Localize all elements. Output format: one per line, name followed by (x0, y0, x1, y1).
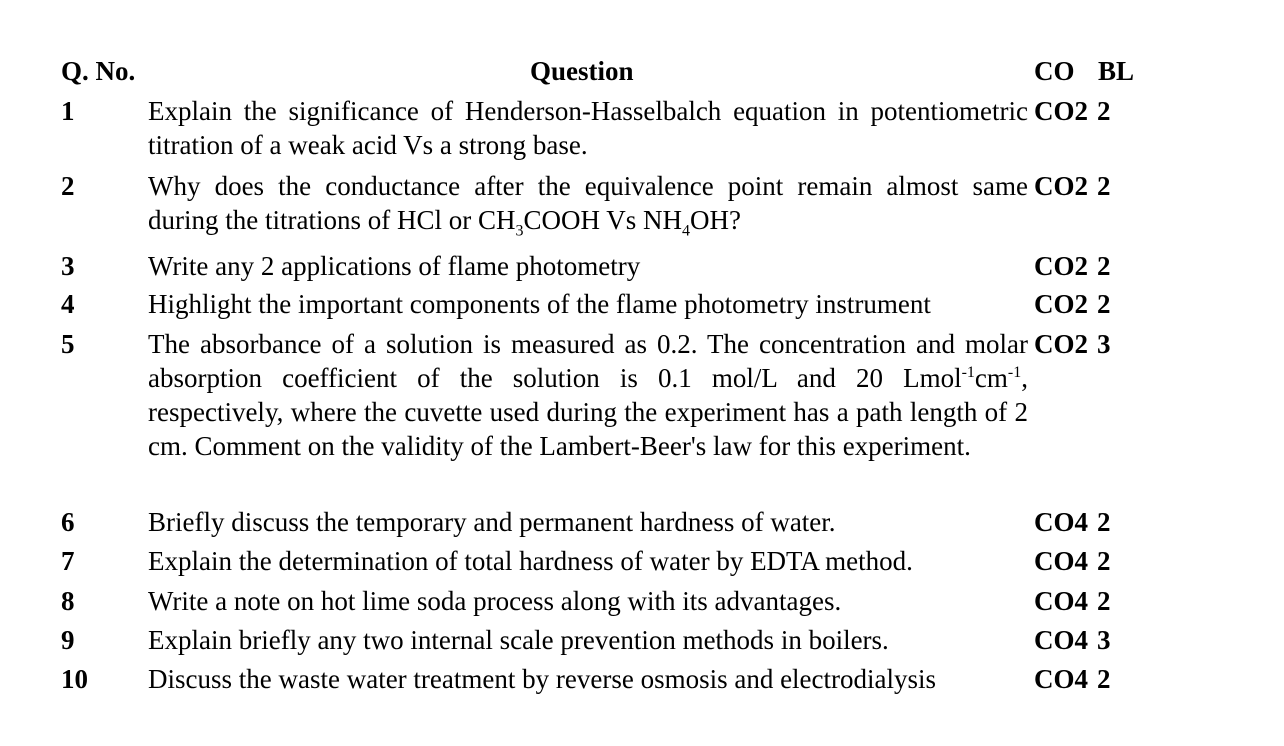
question-number: 7 (61, 546, 75, 576)
blooms-level: 2 (1097, 664, 1111, 694)
question-text-part: , respectively, where the cuvette used during the experiment has a path length of 2 cm. Comment on the validity of the Lambert-Beer's law for this experiment. (148, 363, 1028, 461)
question-text: Briefly discuss the temporary and permanent hardness of water. (148, 507, 836, 537)
question-text: Explain briefly any two internal scale prevention methods in boilers. (148, 625, 889, 655)
blooms-level: 2 (1097, 171, 1111, 201)
course-outcome: CO4 (1034, 546, 1088, 576)
header-bl: BL (1098, 56, 1135, 86)
course-outcome: CO2 (1034, 329, 1088, 359)
question-text: Write a note on hot lime soda process along with its advantages. (148, 586, 842, 616)
course-outcome: CO4 (1034, 507, 1088, 537)
question-text-part: Why does the conductance after the equivalence point remain almost same during the titrations of HCl or CH (148, 171, 1028, 235)
header-co: CO (1034, 56, 1075, 86)
question-text: Discuss the waste water treatment by reverse osmosis and electrodialysis (148, 664, 937, 694)
header-question: Question (530, 56, 634, 86)
question-text: Explain the determination of total hardness of water by EDTA method. (148, 546, 913, 576)
course-outcome: CO4 (1034, 664, 1088, 694)
blooms-level: 3 (1097, 329, 1111, 359)
subscript: 4 (682, 222, 690, 240)
question-text: Highlight the important components of the flame photometry instrument (148, 289, 931, 319)
question-number: 2 (61, 171, 75, 201)
superscript: -1 (961, 364, 975, 381)
question-text-part: OH? (690, 205, 741, 235)
question-text-part: COOH Vs NH (523, 205, 682, 235)
question-number: 5 (61, 329, 75, 359)
question-text-part: The absorbance of a solution is measured as 0.2. The concentration and molar absorption coefficient of the solution is 0.1 mol/L and 20 Lmol (148, 329, 1028, 393)
question-number: 8 (61, 586, 75, 616)
header-qno: Q. No. (61, 56, 136, 86)
course-outcome: CO4 (1034, 625, 1088, 655)
blooms-level: 3 (1097, 625, 1111, 655)
question-text (148, 169, 1028, 240)
question-text-part: cm (974, 363, 1008, 393)
question-text (148, 327, 1028, 463)
blooms-level: 2 (1097, 251, 1111, 281)
superscript: -1 (1007, 364, 1022, 381)
course-outcome: CO4 (1034, 586, 1088, 616)
blooms-level: 2 (1097, 96, 1111, 126)
subscript: 3 (515, 222, 524, 240)
blooms-level: 2 (1097, 586, 1111, 616)
blooms-level: 2 (1097, 507, 1111, 537)
question-number: 9 (61, 625, 75, 655)
question-number: 4 (61, 289, 75, 319)
course-outcome: CO2 (1034, 251, 1088, 281)
question-number: 3 (61, 251, 75, 281)
question-number: 10 (61, 664, 88, 694)
question-text: Write any 2 applications of flame photometry (148, 251, 641, 281)
question-number: 6 (61, 507, 75, 537)
question-text: Explain the significance of Henderson-Hasselbalch equation in potentiometric titration of a weak acid Vs a strong base. (148, 96, 1028, 160)
blooms-level: 2 (1097, 546, 1111, 576)
blooms-level: 2 (1097, 289, 1111, 319)
course-outcome: CO2 (1034, 289, 1088, 319)
course-outcome: CO2 (1034, 96, 1088, 126)
question-number: 1 (61, 96, 75, 126)
course-outcome: CO2 (1034, 171, 1088, 201)
